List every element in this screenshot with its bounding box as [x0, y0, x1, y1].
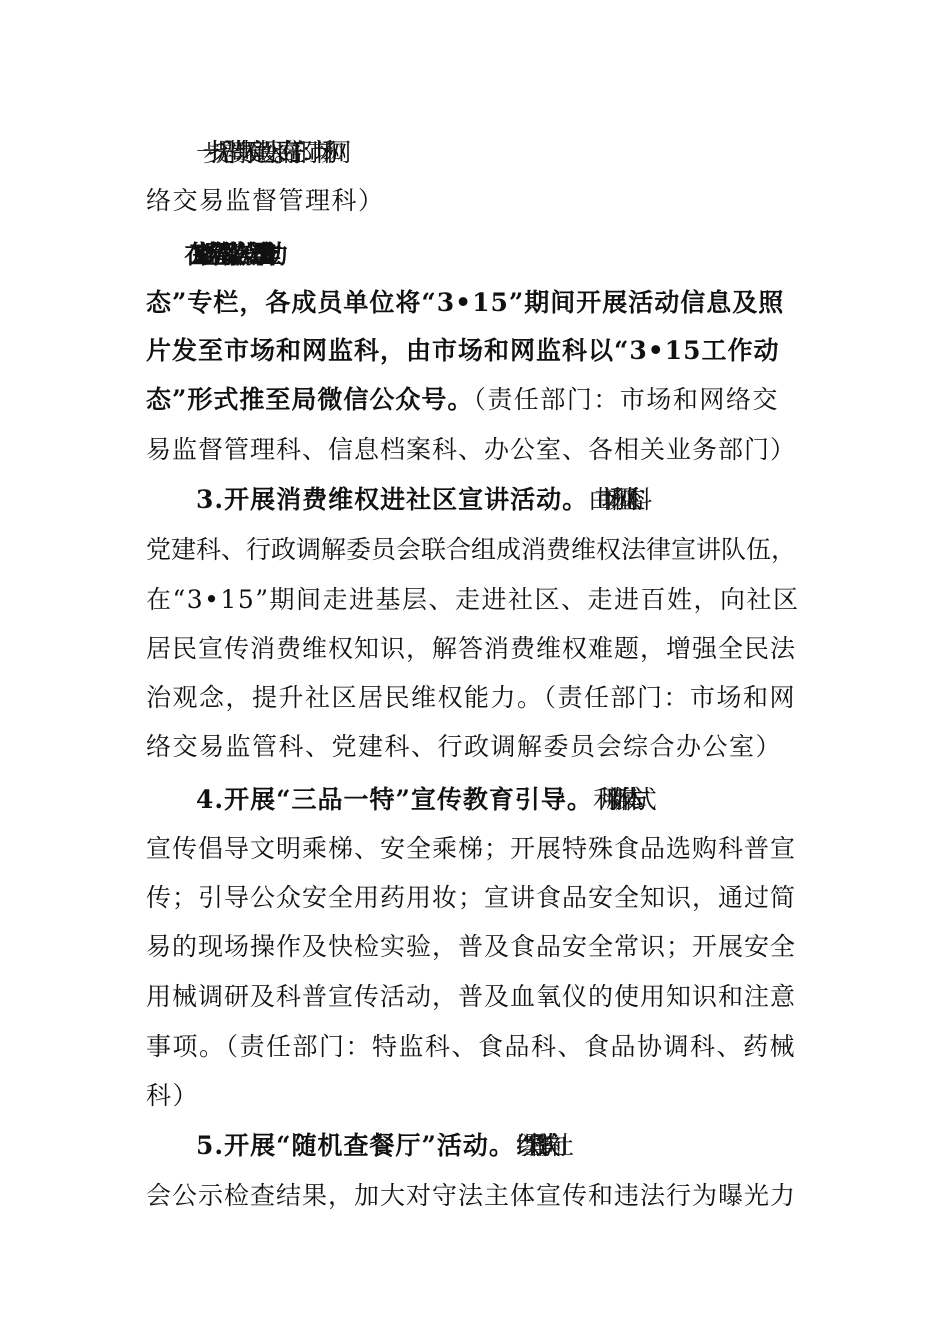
line-text: 一步提升消费环境建设水平。（责任部门：市场和网 — [196, 138, 334, 167]
line-text: 用械调研及科普宣传活动，普及血氧仪的使用知识和注意 — [146, 982, 797, 1011]
line-text: 居民宣传消费维权知识，解答消费维权难题，增强全民法 — [146, 634, 797, 663]
text-line — [146, 873, 806, 923]
line-text: 科） — [146, 1081, 200, 1110]
line-text: 以“红黑榜”形式向社 — [514, 1131, 556, 1160]
line-text: （责任部门：市场和网络交 — [473, 385, 779, 414]
line-text: 易的现场操作及快检实验，普及食品安全常识；开展安全 — [146, 932, 797, 961]
text-line — [146, 722, 806, 772]
text-line — [146, 922, 806, 972]
bold-text: 片发至市场和网监科，由市场和网监科以“3•15工作动 — [146, 336, 780, 365]
line-text: 宣传倡导文明乘梯、安全乘梯；开展特殊食品选购科普宣 — [146, 834, 797, 863]
line-text: 由市场和网监科、 — [588, 485, 641, 514]
bold-text: 态”专栏，各成员单位将“3•15”期间开展活动信息及照 — [146, 288, 785, 317]
line-text: 治观念，提升社区居民维权能力。（责任部门：市场和网 — [146, 683, 797, 712]
item-5-heading-line — [196, 1121, 856, 1171]
text-line — [146, 375, 806, 425]
line-text: 党建科、行政调解委员会联合组成消费维权法律宣讲队伍， — [146, 535, 797, 564]
text-line — [146, 525, 806, 575]
text-line — [146, 575, 806, 625]
item-2-heading-line — [196, 230, 856, 280]
text-line — [146, 824, 806, 874]
line-text: 络交易监管科、党建科、行政调解委员会综合办公室） — [146, 732, 783, 761]
text-line — [146, 624, 806, 674]
line-text: 络交易监督管理科） — [146, 186, 385, 215]
line-text: 传；引导公众安全用药用妆；宣讲食品安全知识，通过简 — [146, 883, 797, 912]
line-text: 事项。（责任部门：特监科、食品科、食品协调科、药械 — [146, 1032, 797, 1061]
bold-text: 3.开展消费维权进社区宣讲活动。 — [196, 485, 589, 514]
text-line — [146, 1071, 806, 1121]
bold-text: 态”形式推至局微信公众号。 — [146, 385, 474, 414]
text-line — [146, 176, 806, 226]
text-line — [146, 972, 806, 1022]
line-text: 利用新媒体方式 — [592, 785, 639, 814]
bold-text: 5.开展“随机查餐厅”活动。 — [196, 1131, 515, 1160]
text-line — [146, 1022, 806, 1072]
text-line — [146, 326, 806, 376]
text-line — [146, 673, 806, 723]
item-4-heading-line — [196, 775, 856, 825]
text-line — [146, 425, 806, 475]
line-text: 易监督管理科、信息档案科、办公室、各相关业务部门） — [146, 435, 797, 464]
line-text: 会公示检查结果，加大对守法主体宣传和违法行为曝光力 — [146, 1181, 797, 1210]
text-line — [146, 1171, 806, 1221]
item-3-heading-line — [196, 475, 856, 525]
bold-text: 2.在XX市场监管局微信公众号设立“3•15工作动 — [196, 240, 269, 269]
bold-text: 4.开展“三品一特”宣传教育引导。 — [196, 785, 593, 814]
text-line — [146, 278, 806, 328]
line-text: 在“3•15”期间走进基层、走进社区、走进百姓，向社区 — [146, 585, 800, 614]
text-line — [196, 128, 856, 178]
